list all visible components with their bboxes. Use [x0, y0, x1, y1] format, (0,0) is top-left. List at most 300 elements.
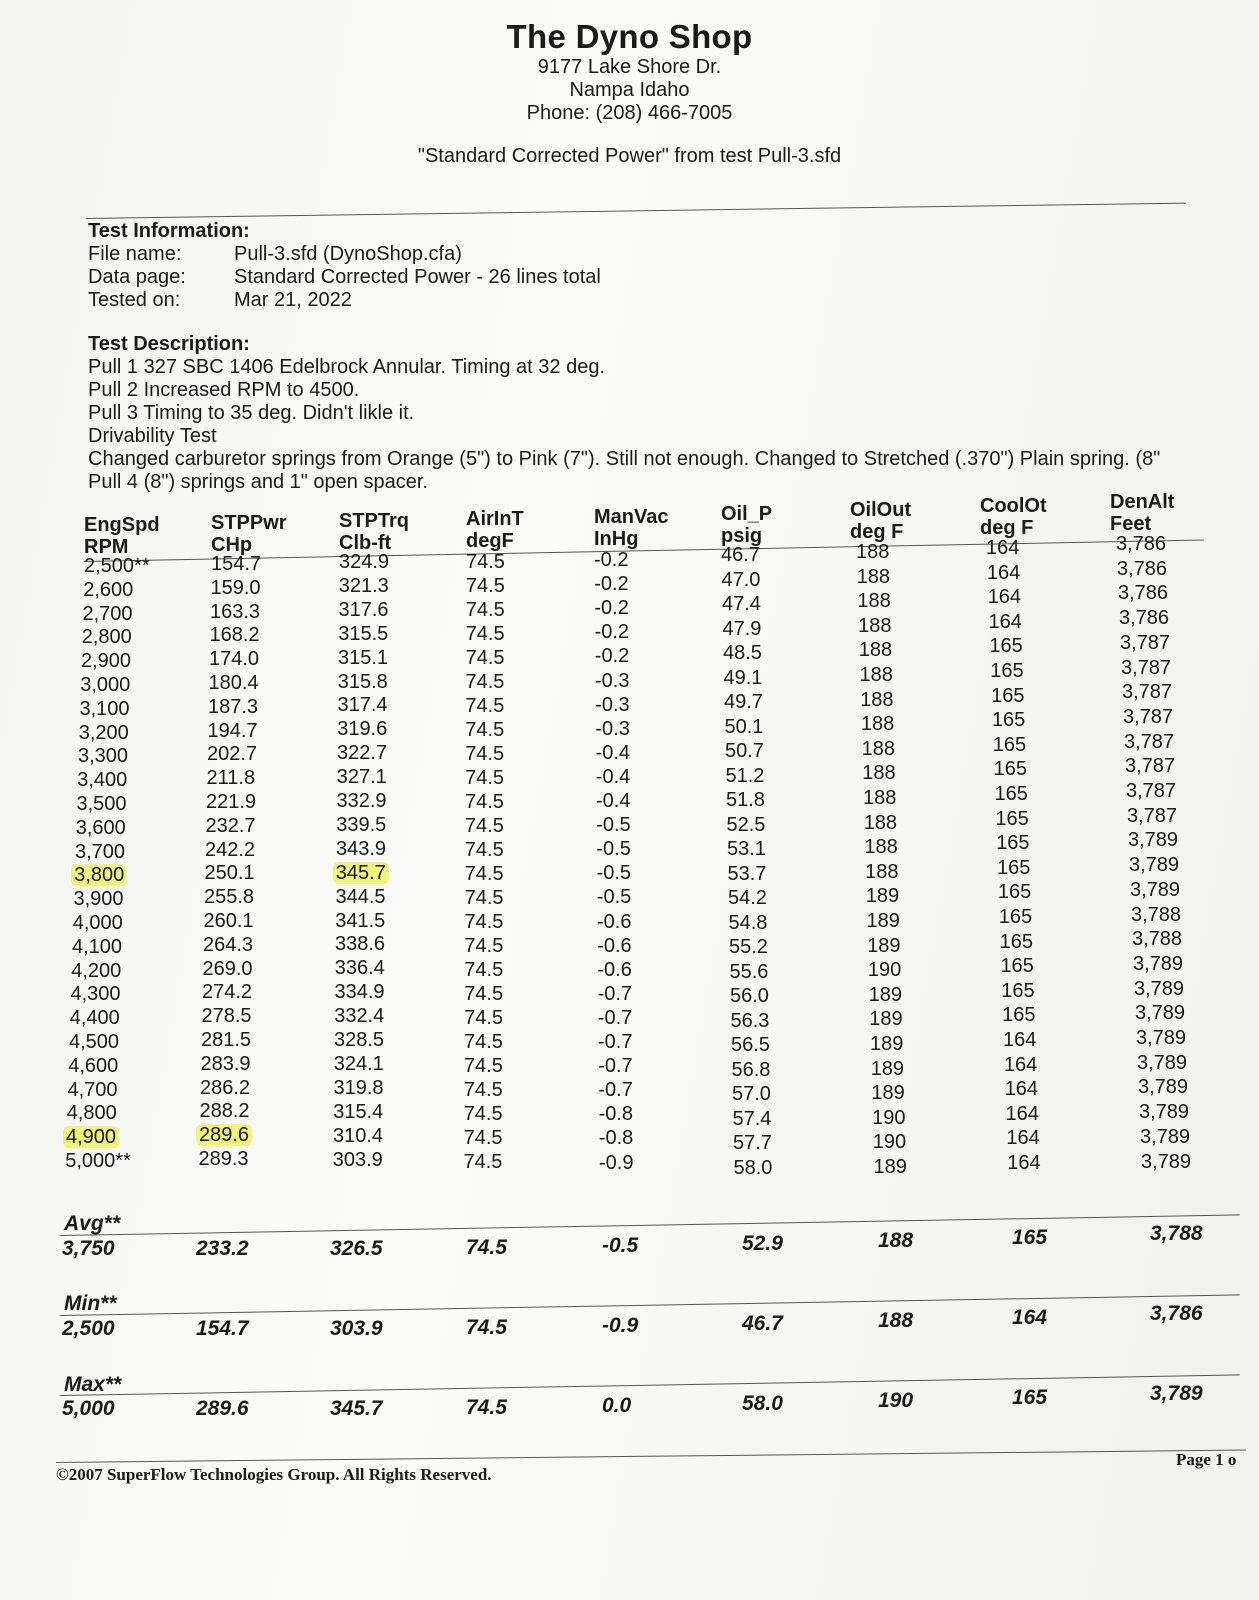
table-cell: [336, 885, 386, 909]
column-header: [980, 495, 1047, 539]
table-cell: [335, 909, 385, 933]
cell-value: 317.4: [337, 694, 388, 717]
cell-value: 3,788: [1132, 928, 1183, 951]
cell-value: 49.7: [724, 691, 763, 713]
table-cell: [339, 574, 389, 598]
table-cell: [728, 886, 767, 910]
table-cell: [595, 620, 629, 644]
cell-value: 278.5: [201, 1005, 252, 1028]
cell-value: 3,400: [77, 769, 128, 792]
cell-value: -0.5: [596, 814, 631, 837]
table-cell: [203, 957, 253, 981]
table-cell: [78, 744, 128, 768]
table-cell: [200, 1076, 250, 1100]
cell-value: 74.5: [464, 887, 504, 909]
table-cell: [74, 863, 127, 887]
table-cell: [83, 578, 133, 602]
summary-value: 345.7: [330, 1397, 383, 1420]
cell-value: 341.5: [335, 909, 386, 932]
table-cell: [202, 1004, 252, 1028]
table-cell: [339, 598, 389, 622]
cell-value: 164: [1003, 1053, 1038, 1076]
table-cell: [1129, 853, 1179, 877]
summary-value: 154.7: [196, 1317, 249, 1340]
table-cell: [727, 837, 766, 861]
cell-value: 189: [866, 910, 900, 932]
summary-value: 74.5: [466, 1316, 507, 1339]
cell-value: 165: [997, 881, 1032, 904]
cell-value: 190: [867, 959, 902, 982]
cell-value: 202.7: [207, 743, 258, 766]
cell-value: 260.1: [203, 910, 254, 932]
table-cell: [869, 1007, 902, 1031]
cell-value: -0.5: [596, 862, 632, 885]
description-line: Pull 4 (8") springs and 1" open spacer.: [88, 471, 428, 493]
cell-value: 188: [861, 737, 895, 760]
cell-value: 74.5: [464, 959, 504, 981]
table-cell: [207, 742, 257, 766]
cell-value: 165: [991, 709, 1026, 732]
cell-value: 189: [870, 1033, 904, 1055]
summary-value: 2,500: [62, 1317, 115, 1340]
table-cell: [79, 721, 129, 745]
cell-value: 74.5: [466, 551, 505, 573]
cell-value: 74.5: [464, 935, 504, 957]
cell-value: -0.3: [595, 693, 630, 716]
summary-value: 188: [878, 1229, 914, 1252]
cell-value: 4,800: [66, 1102, 117, 1125]
cell-value: -0.7: [597, 1006, 633, 1029]
table-cell: [1119, 606, 1169, 630]
page-number: Page 1 o: [1176, 1450, 1237, 1469]
table-cell: [337, 741, 387, 765]
cell-value: 3,600: [75, 816, 126, 839]
cell-value: 50.7: [725, 740, 764, 762]
summary-value: 165: [1012, 1386, 1048, 1409]
summary-value: 303.9: [330, 1317, 383, 1340]
test-information: [88, 220, 601, 312]
table-cell: [199, 1123, 252, 1147]
table-cell: [596, 837, 630, 861]
cell-value: 56.0: [730, 985, 769, 1007]
cell-value: -0.7: [597, 982, 633, 1005]
table-cell: [200, 1099, 250, 1123]
cell-value: 74.5: [463, 1127, 503, 1149]
cell-value: 344.5: [335, 885, 386, 908]
table-cell: [870, 1032, 903, 1056]
cell-value: 74.5: [465, 599, 505, 621]
table-cell: [464, 1126, 503, 1150]
table-cell: [996, 831, 1029, 855]
table-cell: [596, 765, 630, 789]
cell-value: 57.4: [732, 1107, 772, 1130]
table-cell: [206, 814, 256, 838]
cell-value: 165: [991, 684, 1025, 707]
table-cell: [1118, 581, 1168, 605]
table-cell: [465, 910, 504, 934]
info-value: Standard Corrected Power - 26 lines total: [234, 266, 601, 288]
cell-value: -0.4: [595, 765, 631, 788]
cell-value: 47.0: [721, 568, 761, 591]
summary-value: 46.7: [742, 1312, 783, 1335]
table-cell: [597, 958, 631, 982]
cell-value: 189: [871, 1082, 905, 1105]
cell-value: 188: [863, 787, 897, 809]
cell-value: 188: [864, 836, 898, 859]
divider: [86, 203, 1186, 219]
summary-rule: [60, 1294, 1240, 1316]
cell-value: 2,800: [81, 626, 132, 649]
cell-value: -0.4: [596, 790, 631, 812]
table-cell: [856, 540, 889, 564]
cell-value: 74.5: [465, 623, 505, 645]
table-cell: [857, 565, 890, 589]
cell-value: 3,786: [1119, 607, 1170, 630]
table-cell: [336, 813, 386, 837]
table-cell: [598, 1078, 632, 1102]
table-cell: [464, 934, 503, 958]
table-cell: [66, 1125, 119, 1149]
table-cell: [1120, 631, 1170, 655]
cell-value: 3,900: [73, 888, 124, 911]
table-cell: [338, 622, 388, 646]
info-row: [88, 289, 601, 312]
cell-value: 3,789: [1139, 1101, 1190, 1124]
table-cell: [1121, 656, 1171, 680]
cell-value: 327.1: [336, 766, 387, 789]
table-cell: [335, 980, 385, 1004]
column-unit: Feet: [1110, 513, 1152, 535]
cell-value: 3,789: [1140, 1125, 1191, 1148]
table-cell: [333, 1100, 383, 1124]
cell-value: -0.6: [597, 958, 632, 981]
table-cell: [336, 837, 386, 861]
table-cell: [726, 764, 765, 788]
table-cell: [865, 860, 898, 884]
table-cell: [598, 982, 632, 1006]
cell-value: 321.3: [338, 574, 389, 597]
cell-value: 164: [986, 537, 1020, 559]
table-cell: [1005, 1077, 1038, 1101]
cell-value: 57.0: [732, 1083, 771, 1105]
summary-label: Min**: [64, 1292, 117, 1315]
cell-value: 51.2: [725, 764, 765, 787]
cell-value: 3,787: [1126, 780, 1177, 802]
cell-value: 322.7: [337, 742, 388, 765]
table-cell: [335, 932, 385, 956]
table-cell: [599, 1102, 633, 1126]
table-cell: [599, 1151, 633, 1175]
cell-value: -0.7: [598, 1055, 633, 1078]
column-name: STPPwr: [211, 512, 287, 534]
table-cell: [729, 911, 768, 935]
table-cell: [466, 670, 505, 694]
table-cell: [73, 911, 123, 935]
description-line: Drivability Test: [88, 425, 217, 447]
table-cell: [598, 1006, 632, 1030]
column-unit: deg F: [850, 521, 904, 543]
copyright: ©2007 SuperFlow Technologies Group. All Rights Reserved.: [56, 1465, 492, 1484]
cell-value: 319.8: [333, 1076, 384, 1099]
table-cell: [872, 1106, 905, 1130]
table-cell: [81, 649, 131, 673]
cell-value: 3,789: [1134, 977, 1185, 1000]
cell-value: 58.0: [733, 1156, 773, 1179]
column-unit: RPM: [84, 536, 129, 558]
cell-value: 3,200: [78, 721, 129, 744]
table-cell: [1122, 680, 1172, 704]
cell-value: 3,800: [71, 864, 127, 886]
summary-value: 52.9: [742, 1232, 783, 1255]
table-cell: [1127, 804, 1177, 828]
cell-value: 3,787: [1124, 730, 1175, 753]
cell-value: 332.9: [336, 790, 387, 812]
summary-value: 3,789: [1150, 1382, 1203, 1405]
column-unit: InHg: [594, 528, 639, 550]
cell-value: 165: [996, 832, 1030, 855]
table-cell: [871, 1057, 904, 1081]
cell-value: 165: [995, 807, 1029, 830]
table-cell: [991, 684, 1024, 708]
summary-value: 0.0: [602, 1394, 632, 1417]
table-cell: [209, 647, 259, 671]
table-cell: [868, 958, 901, 982]
table-cell: [82, 625, 132, 649]
report-header: [0, 18, 1259, 125]
table-cell: [464, 982, 503, 1006]
cell-value: 281.5: [201, 1029, 252, 1051]
cell-value: 165: [1001, 979, 1035, 1002]
cell-value: 3,789: [1133, 952, 1184, 975]
cell-value: 190: [872, 1131, 907, 1154]
cell-value: 3,789: [1129, 854, 1180, 877]
cell-value: -0.7: [598, 1079, 633, 1102]
cell-value: 283.9: [200, 1052, 251, 1075]
info-value: Pull-3.sfd (DynoShop.cfa): [234, 243, 462, 265]
cell-value: 154.7: [211, 553, 262, 575]
table-cell: [206, 790, 256, 814]
cell-value: 3,789: [1136, 1027, 1187, 1049]
column-header: [594, 506, 668, 550]
column-header: [339, 510, 409, 554]
table-cell: [204, 909, 254, 933]
summary-value: 164: [1012, 1306, 1048, 1329]
cell-value: -0.6: [597, 910, 632, 933]
cell-value: 3,789: [1141, 1150, 1192, 1173]
cell-value: 74.5: [463, 1055, 503, 1077]
cell-value: -0.3: [595, 717, 630, 740]
cell-value: 211.8: [206, 767, 256, 790]
table-cell: [725, 715, 764, 739]
table-cell: [595, 717, 629, 741]
cell-value: 3,789: [1137, 1051, 1188, 1074]
table-cell: [1141, 1150, 1191, 1174]
cell-value: 232.7: [205, 814, 256, 837]
cell-value: 164: [986, 561, 1021, 584]
table-cell: [1123, 705, 1173, 729]
table-cell: [999, 905, 1032, 929]
table-cell: [1001, 979, 1034, 1003]
shop-address: 9177 Lake Shore Dr.: [537, 56, 722, 78]
cell-value: 289.6: [196, 1124, 252, 1146]
table-cell: [988, 585, 1021, 609]
table-cell: [67, 1101, 117, 1125]
cell-value: 56.8: [731, 1058, 771, 1081]
table-cell: [1004, 1053, 1037, 1077]
cell-value: 3,789: [1130, 878, 1181, 901]
table-cell: [1136, 1026, 1186, 1050]
table-cell: [80, 673, 130, 697]
table-cell: [77, 768, 127, 792]
table-cell: [990, 659, 1023, 683]
table-cell: [211, 576, 261, 600]
summary-value: -0.5: [602, 1234, 639, 1257]
cell-value: 4,700: [67, 1078, 118, 1101]
table-cell: [465, 814, 504, 838]
table-cell: [210, 623, 260, 647]
cell-value: 163.3: [210, 600, 261, 623]
cell-value: 343.9: [336, 837, 387, 860]
cell-value: 4,900: [63, 1126, 119, 1148]
table-cell: [873, 1130, 906, 1154]
table-cell: [1135, 1001, 1185, 1025]
cell-value: 50.1: [724, 715, 764, 738]
cell-value: 165: [1000, 955, 1034, 978]
cell-value: 74.5: [465, 695, 505, 717]
table-cell: [867, 934, 900, 958]
cell-value: 74.5: [464, 863, 504, 885]
table-cell: [595, 644, 629, 668]
table-cell: [857, 589, 890, 613]
cell-value: 188: [858, 614, 892, 637]
cell-value: 3,300: [78, 745, 129, 768]
table-cell: [204, 885, 254, 909]
table-cell: [724, 690, 763, 714]
cell-value: 315.5: [338, 622, 389, 645]
table-cell: [339, 550, 389, 574]
table-cell: [77, 792, 127, 816]
cell-value: 165: [990, 660, 1024, 682]
cell-value: 345.7: [333, 862, 389, 884]
cell-value: 3,787: [1121, 656, 1172, 679]
cell-value: 164: [1003, 1029, 1037, 1051]
cell-value: 3,789: [1128, 829, 1179, 852]
table-cell: [465, 790, 504, 814]
table-cell: [464, 958, 503, 982]
table-cell: [595, 693, 629, 717]
cell-value: 3,787: [1127, 804, 1178, 827]
cell-value: 188: [862, 762, 896, 785]
cell-value: 168.2: [209, 624, 260, 647]
cell-value: 2,500**: [84, 555, 150, 577]
cell-value: -0.9: [599, 1151, 634, 1174]
table-cell: [723, 641, 762, 665]
cell-value: 3,000: [80, 674, 131, 696]
cell-value: 165: [1002, 1004, 1036, 1027]
table-cell: [71, 982, 121, 1006]
cell-value: 164: [1005, 1102, 1039, 1125]
cell-value: 51.8: [726, 789, 765, 811]
cell-value: 165: [999, 930, 1033, 953]
cell-value: 2,600: [83, 578, 134, 601]
table-cell: [338, 646, 388, 670]
table-cell: [74, 887, 124, 911]
cell-value: 189: [868, 983, 902, 1006]
table-cell: [65, 1149, 131, 1173]
cell-value: 189: [867, 934, 901, 957]
table-cell: [465, 862, 504, 886]
table-cell: [598, 1030, 632, 1054]
info-label: Tested on:: [88, 289, 181, 311]
table-cell: [730, 984, 769, 1008]
table-cell: [995, 807, 1028, 831]
cell-value: -0.2: [594, 549, 629, 571]
table-cell: [208, 719, 258, 743]
cell-value: -0.8: [598, 1103, 634, 1126]
column-unit: psig: [721, 525, 763, 547]
table-cell: [333, 1148, 383, 1172]
cell-value: 165: [997, 856, 1031, 879]
table-cell: [334, 1028, 384, 1052]
summary-value: -0.9: [602, 1314, 639, 1337]
cell-value: -0.2: [594, 573, 629, 596]
cell-value: 74.5: [463, 1079, 503, 1101]
cell-value: 221.9: [206, 791, 257, 813]
cell-value: 334.9: [334, 981, 385, 1004]
cell-value: -0.2: [594, 645, 630, 668]
table-cell: [1124, 730, 1174, 754]
table-cell: [594, 572, 628, 596]
cell-value: 242.2: [205, 838, 256, 861]
cell-value: -0.3: [595, 669, 630, 692]
column-header: [466, 508, 524, 552]
table-cell: [1006, 1126, 1039, 1150]
cell-value: 303.9: [332, 1148, 383, 1171]
summary-value: 188: [878, 1309, 914, 1332]
table-cell: [464, 1078, 503, 1102]
info-row: [88, 266, 601, 289]
info-label: File name:: [88, 243, 182, 265]
cell-value: 174.0: [209, 648, 260, 671]
cell-value: 74.5: [464, 983, 504, 1005]
table-cell: [863, 786, 896, 810]
table-cell: [1116, 532, 1166, 556]
cell-value: -0.2: [594, 621, 630, 644]
summary-label: Max**: [64, 1373, 122, 1396]
cell-value: 4,400: [69, 1007, 120, 1030]
table-cell: [464, 1006, 503, 1030]
cell-value: -0.5: [596, 886, 632, 909]
table-cell: [733, 1131, 772, 1155]
table-cell: [871, 1081, 904, 1105]
table-cell: [861, 712, 894, 736]
table-cell: [721, 543, 760, 567]
shop-city: Nampa Idaho: [569, 79, 690, 101]
cell-value: 53.1: [727, 838, 766, 860]
cell-value: 3,787: [1120, 631, 1171, 654]
cell-value: 187.3: [208, 695, 259, 718]
table-cell: [728, 862, 767, 886]
cell-value: 48.5: [723, 642, 762, 664]
cell-value: 3,789: [1135, 1002, 1186, 1025]
table-cell: [866, 884, 899, 908]
cell-value: 4,600: [68, 1054, 119, 1077]
cell-value: 49.1: [723, 666, 763, 689]
cell-value: 4,500: [69, 1031, 120, 1053]
description-line: Pull 3 Timing to 35 deg. Didn't likle it.: [88, 402, 415, 424]
info-label: Data page:: [88, 266, 186, 288]
table-cell: [466, 598, 505, 622]
